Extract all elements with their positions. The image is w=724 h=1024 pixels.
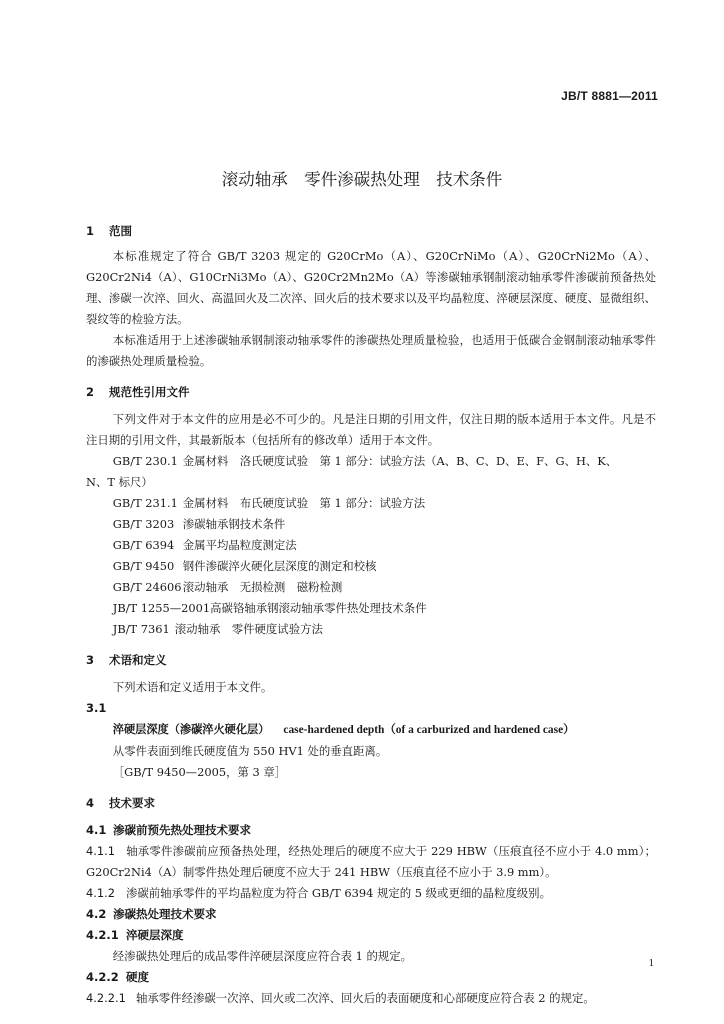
subsection-number: 4.2.1 xyxy=(86,928,119,942)
subsection-title: 硬度 xyxy=(126,970,149,984)
document-body xyxy=(86,221,656,1009)
section-title: 技术要求 xyxy=(109,796,155,810)
reference-title: 金属材料 洛氏硬度试验 第 1 部分：试验方法（A、B、C、D、E、F、G、H、K、 xyxy=(182,454,618,468)
reference-title: 钢件渗碳淬火硬化层深度的测定和校核 xyxy=(182,559,377,573)
scope-paragraph-1: 本标准规定了符合 GB/T 3203 规定的 G20CrMo（A）、G20CrNiMo（A）、G20CrNi2Mo（A）、G20Cr2Ni4（A）、G10CrNi3Mo（A）、G20Cr2Mn2Mo（A）等渗碳轴承钢制滚动轴承零件渗碳前预备热处理、渗碳一次淬、回火、高温回火及二次淬、回火后的技术要求以及平均晶粒度、淬硬层深度、硬度、显微组织、裂纹等的检验方法。 xyxy=(86,249,656,326)
reference-code: GB/T 231.1 xyxy=(112,496,178,510)
clause-text: 渗碳前轴承零件的平均晶粒度为符合 GB/T 6394 规定的 5 级或更细的晶粒度级别。 xyxy=(126,886,551,900)
subsection-heading-4-2-2 xyxy=(86,967,656,988)
section-heading-normative-references xyxy=(86,382,656,403)
clause-text: 轴承零件渗碳前应预备热处理，经热处理后的硬度不应大于 229 HBW（压痕直径不应小于 4.0 mm）；G20Cr2Ni4（A）制零件热处理后硬度不应大于 241 HBW（压痕直径不应小于 3.9 mm）。 xyxy=(86,844,656,879)
section-number: 3 xyxy=(86,653,95,667)
subsection-title: 淬硬层深度 xyxy=(126,928,184,942)
section-heading-scope xyxy=(86,221,656,242)
term-entry xyxy=(86,719,656,741)
reference-code: GB/T 3203 xyxy=(112,517,175,531)
reference-title: 高碳铬轴承钢滚动轴承零件热处理技术条件 xyxy=(210,601,427,615)
reference-code: JB/T 1255—2001 xyxy=(112,601,211,615)
term-english: case-hardened depth（of a carburized and hardened case） xyxy=(283,724,575,736)
reference-item xyxy=(86,556,656,577)
reference-code: JB/T 7361 xyxy=(112,622,170,636)
term-definition: 从零件表面到维氏硬度值为 550 HV1 处的垂直距离。 xyxy=(112,744,388,758)
reference-code: GB/T 24606 xyxy=(112,580,182,594)
reference-item xyxy=(86,451,656,493)
subsection-heading-4-1 xyxy=(86,820,656,841)
scope-paragraph-2: 本标准适用于上述渗碳轴承钢制滚动轴承零件的渗碳热处理质量检验，也适用于低碳合金钢制滚动轴承零件的渗碳热处理质量检验。 xyxy=(86,333,656,368)
reference-item xyxy=(86,619,656,640)
subsection-heading-4-2-1 xyxy=(86,925,656,946)
term-number: 3.1 xyxy=(86,701,107,715)
clause-number: 4.1.2 xyxy=(86,886,115,900)
reference-item xyxy=(86,514,656,535)
clause-number: 4.2.2.1 xyxy=(86,991,126,1005)
clause-text: 轴承零件经渗碳一次淬、回火或二次淬、回火后的表面硬度和心部硬度应符合表 2 的规定。 xyxy=(136,991,595,1005)
section-title: 术语和定义 xyxy=(109,653,167,667)
subsection-heading-4-2 xyxy=(86,904,656,925)
section-number: 2 xyxy=(86,385,95,399)
normative-intro: 下列文件对于本文件的应用是必不可少的。凡是注日期的引用文件，仅注日期的版本适用于本文件。凡是不注日期的引用文件，其最新版本（包括所有的修改单）适用于本文件。 xyxy=(86,412,656,447)
reference-title: 金属平均晶粒度测定法 xyxy=(182,538,297,552)
clause-4-2-2-1 xyxy=(86,988,656,1009)
reference-item xyxy=(86,535,656,556)
clause-number: 4.1.1 xyxy=(86,844,115,858)
reference-code: GB/T 6394 xyxy=(112,538,175,552)
section-heading-terms xyxy=(86,650,656,671)
clause-4-2-1-text: 经渗碳热处理后的成品零件淬硬层深度应符合表 1 的规定。 xyxy=(112,949,413,963)
reference-title-continued: N、T 标尺） xyxy=(86,475,153,489)
reference-code: GB/T 9450 xyxy=(112,559,175,573)
reference-title: 滚动轴承 零件硬度试验方法 xyxy=(174,622,323,636)
document-title: 滚动轴承 零件渗碳热处理 技术条件 xyxy=(221,170,503,189)
term-source: ［GB/T 9450—2005，第 3 章］ xyxy=(112,765,287,779)
reference-item xyxy=(86,598,656,619)
subsection-number: 4.2 xyxy=(86,907,107,921)
reference-item xyxy=(86,493,656,514)
subsection-title: 渗碳热处理技术要求 xyxy=(113,907,217,921)
section-title: 范围 xyxy=(109,224,132,238)
standard-code: JB/T 8881—2011 xyxy=(561,89,658,103)
reference-title: 渗碳轴承钢技术条件 xyxy=(182,517,286,531)
terms-intro: 下列术语和定义适用于本文件。 xyxy=(112,680,273,694)
reference-item xyxy=(86,577,656,598)
subsection-number: 4.2.2 xyxy=(86,970,119,984)
clause-4-1-2 xyxy=(86,883,656,904)
section-title: 规范性引用文件 xyxy=(109,385,190,399)
term-chinese: 淬硬层深度（渗碳淬火硬化层） xyxy=(112,723,270,736)
subsection-number: 4.1 xyxy=(86,823,107,837)
section-number: 1 xyxy=(86,224,95,238)
section-number: 4 xyxy=(86,796,95,810)
section-heading-requirements xyxy=(86,793,656,814)
reference-title: 滚动轴承 无损检测 磁粉检测 xyxy=(182,580,343,594)
page-number: 1 xyxy=(648,957,654,969)
reference-code: GB/T 230.1 xyxy=(112,454,178,468)
reference-title: 金属材料 布氏硬度试验 第 1 部分：试验方法 xyxy=(182,496,426,510)
subsection-title: 渗碳前预先热处理技术要求 xyxy=(113,823,251,837)
clause-4-1-1 xyxy=(86,841,656,883)
